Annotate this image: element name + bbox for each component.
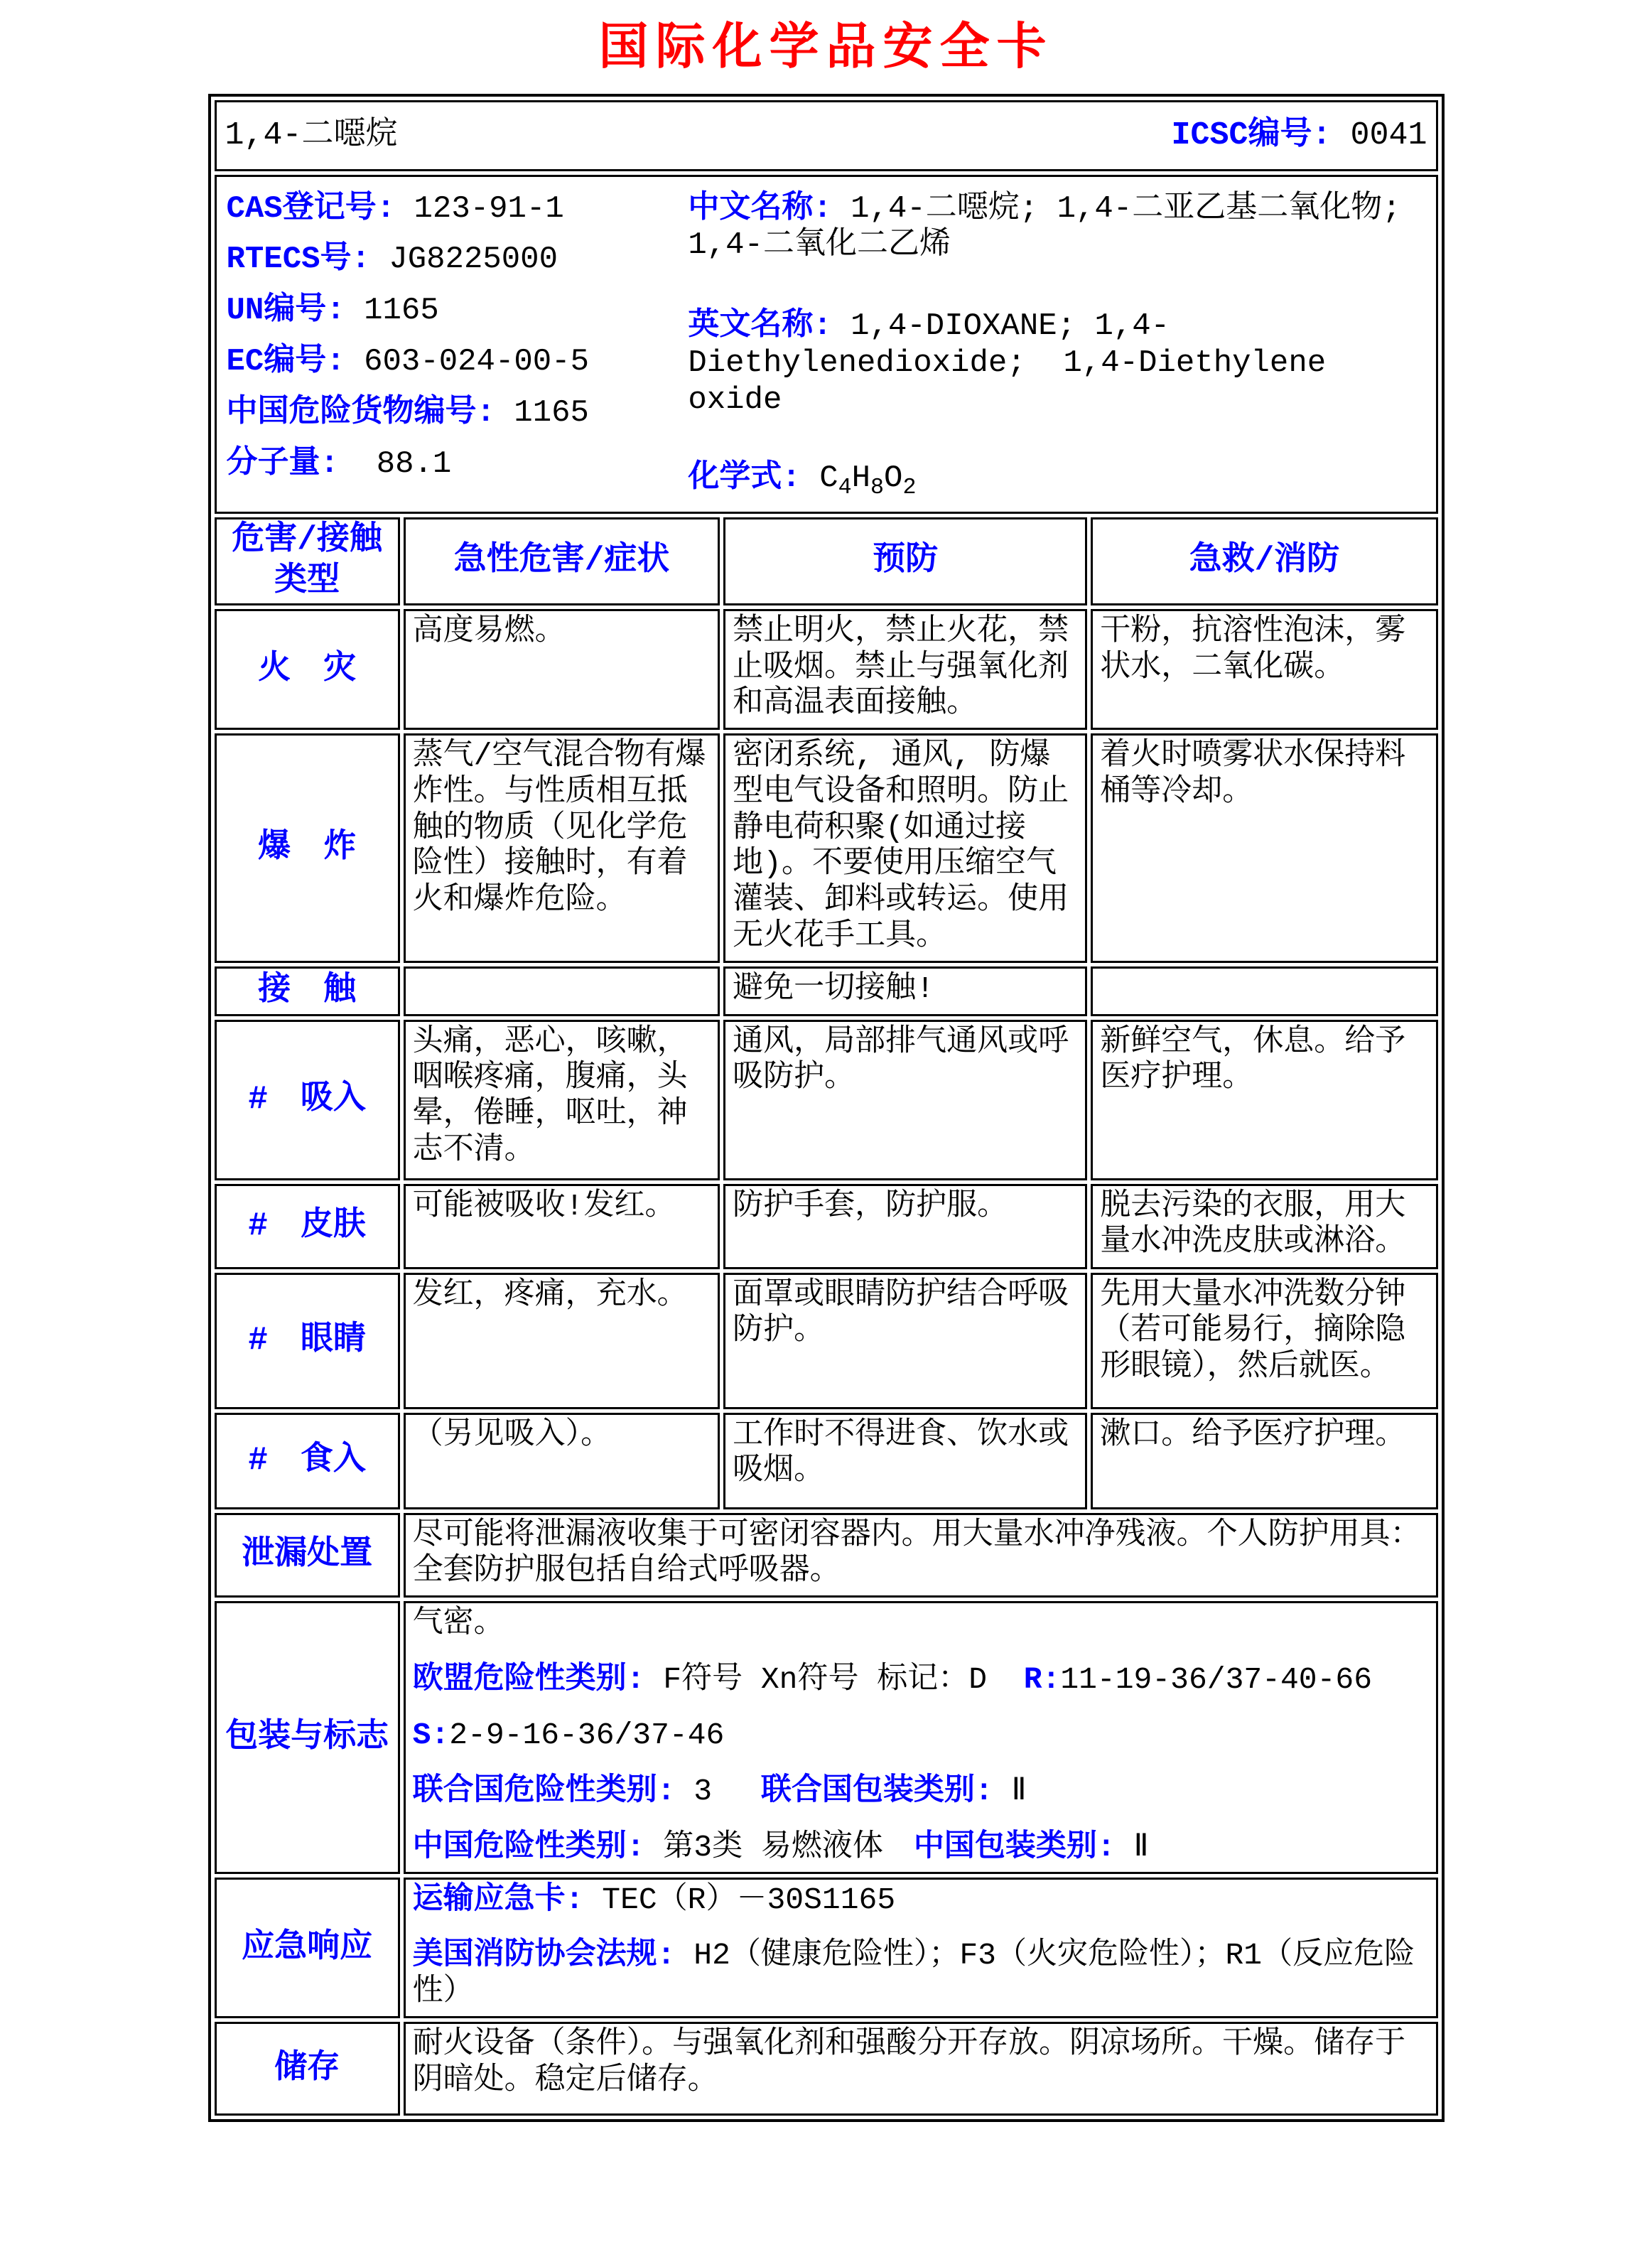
col-header-hazard-type: 危害/接触类型 xyxy=(215,517,400,605)
inhalation-firstaid-cell: 新鲜空气，休息。给予医疗护理。 xyxy=(1091,1020,1437,1180)
inhalation-type-cell: # 吸入 xyxy=(215,1020,400,1180)
emergency-paragraph xyxy=(413,1938,1429,2010)
packaging-field-value: 2-9-16-36/37-46 xyxy=(449,1718,725,1753)
packaging-field-value: 第3类 易燃液体 xyxy=(644,1829,914,1865)
emergency-field-label: 运输应急卡: xyxy=(412,1882,584,1917)
contact-type-cell: 接 触 xyxy=(215,966,400,1016)
formula-row xyxy=(688,461,1425,500)
registry-id-value: JG8225000 xyxy=(369,242,558,278)
card-header-cell xyxy=(215,100,1438,171)
row-ingestion xyxy=(215,1413,1438,1509)
registry-id-value: 88.1 xyxy=(338,446,452,483)
packaging-paragraph xyxy=(413,1606,1429,1642)
registry-id-line xyxy=(227,293,689,330)
packaging-field-value: F符号 Xn符号 标记：D xyxy=(644,1662,1024,1697)
emergency-field-label: 美国消防协会法规: xyxy=(412,1938,676,1973)
inhalation-prevention-cell: 通风，局部排气通风或呼吸防护。 xyxy=(723,1020,1087,1180)
registry-ids xyxy=(227,187,689,497)
english-name-value: 1,4-DIOXANE; 1,4-Diethylenedioxide; 1,4-Diethylene oxide xyxy=(688,308,1345,419)
packaging-field-label: 欧盟危险性类别: xyxy=(412,1662,645,1697)
registry-id-label: 中国危险货物编号: xyxy=(226,395,495,431)
row-packaging xyxy=(215,1601,1438,1874)
registry-id-line xyxy=(227,395,689,432)
card-header-row xyxy=(215,100,1438,171)
packaging-paragraph xyxy=(413,1718,1429,1754)
registry-id-line xyxy=(227,344,689,381)
spillage-field-value: 尽可能将泄漏液收集于可密闭容器内。用大量水冲净残液。个人防护用具：全套防护服包括自给式呼吸器。 xyxy=(412,1517,1421,1589)
icsc-number xyxy=(1171,117,1427,154)
explosion-symptoms-cell: 蒸气/空气混合物有爆炸性。与性质相互抵触的物质（见化学危险性）接触时，有着火和爆炸危险。 xyxy=(404,733,720,962)
inhalation-symptoms-cell: 头痛，恶心，咳嗽，咽喉疼痛，腹痛，头晕，倦睡，呕吐，神志不清。 xyxy=(404,1020,720,1180)
formula-value: $C_4H_8O_2$ xyxy=(819,461,917,500)
registry-id-label: EC编号: xyxy=(226,344,345,380)
packaging-paragraph xyxy=(413,1662,1429,1698)
packaging-content-cell xyxy=(404,1601,1438,1874)
packaging-paragraph xyxy=(413,1774,1429,1810)
ingestion-type-cell: # 食入 xyxy=(215,1413,400,1509)
safety-card xyxy=(208,94,1445,2122)
eyes-type-cell: # 眼睛 xyxy=(215,1273,400,1409)
eyes-firstaid-cell: 先用大量水冲洗数分钟（若可能易行，摘除隐形眼镜），然后就医。 xyxy=(1091,1273,1437,1409)
emergency-field-value: H2（健康危险性）；F3（火灾危险性）；R1（反应危险性） xyxy=(412,1938,1415,2010)
fire-prevention-cell: 禁止明火，禁止火花，禁止吸烟。禁止与强氧化剂和高温表面接触。 xyxy=(723,609,1087,730)
chemical-names xyxy=(688,187,1425,500)
packaging-field-value: 气密。 xyxy=(412,1606,504,1642)
chinese-name-row xyxy=(688,191,1425,265)
row-emergency xyxy=(215,1878,1438,2018)
skin-firstaid-cell: 脱去污染的衣服，用大量水冲洗皮肤或淋浴。 xyxy=(1091,1184,1437,1269)
identifiers-row xyxy=(215,175,1438,514)
emergency-content-cell xyxy=(404,1878,1438,2018)
packaging-paragraph xyxy=(413,1830,1429,1866)
fire-firstaid-cell: 干粉，抗溶性泡沫，雾状水，二氧化碳。 xyxy=(1091,609,1437,730)
ingestion-symptoms-cell: （另见吸入）。 xyxy=(404,1413,720,1509)
eyes-prevention-cell: 面罩或眼睛防护结合呼吸防护。 xyxy=(723,1273,1087,1409)
icsc-value: 0041 xyxy=(1331,117,1427,154)
row-storage xyxy=(215,2022,1438,2116)
registry-id-value: 1165 xyxy=(495,395,589,431)
storage-label-cell: 储存 xyxy=(215,2022,400,2116)
registry-id-line xyxy=(227,191,689,228)
row-explosion xyxy=(215,733,1438,962)
contact-symptoms-cell xyxy=(404,966,720,1016)
col-header-prevention: 预防 xyxy=(723,517,1087,605)
fire-symptoms-cell: 高度易燃。 xyxy=(404,609,720,730)
registry-id-label: UN编号: xyxy=(226,293,345,329)
chemical-name: 1,4-二噁烷 xyxy=(225,117,398,154)
emergency-label-cell: 应急响应 xyxy=(215,1878,400,2018)
packaging-field-label: S: xyxy=(412,1718,450,1753)
explosion-prevention-cell: 密闭系统, 通风, 防爆型电气设备和照明。防止静电荷积聚(如通过接地)。不要使用压缩空气灌装、卸料或转运。使用无火花手工具。 xyxy=(723,733,1087,962)
registry-id-value: 603-024-00-5 xyxy=(345,344,589,380)
skin-symptoms-cell: 可能被吸收!发红。 xyxy=(404,1184,720,1269)
col-header-acute-symptoms: 急性危害/症状 xyxy=(404,517,720,605)
packaging-field-value: Ⅱ xyxy=(993,1774,1027,1809)
packaging-field-value: 3 xyxy=(675,1774,761,1809)
skin-prevention-cell: 防护手套，防护服。 xyxy=(723,1184,1087,1269)
english-name-row xyxy=(688,308,1425,419)
row-skin xyxy=(215,1184,1438,1269)
registry-id-label: RTECS号: xyxy=(226,242,370,278)
row-fire xyxy=(215,609,1438,730)
packaging-field-value: Ⅱ xyxy=(1115,1829,1149,1865)
contact-firstaid-cell xyxy=(1091,966,1437,1016)
storage-field-value: 耐火设备（条件）。与强氧化剂和强酸分开存放。阴凉场所。干燥。储存于阴暗处。稳定后储存。 xyxy=(412,2026,1406,2098)
formula-label: 化学式: xyxy=(688,461,801,497)
page-title: 国际化学品安全卡 xyxy=(598,20,1054,75)
spillage-content-cell xyxy=(404,1513,1438,1598)
packaging-field-value: 11-19-36/37-40-66 xyxy=(1060,1662,1372,1697)
explosion-firstaid-cell: 着火时喷雾状水保持料桶等冷却。 xyxy=(1091,733,1437,962)
registry-id-label: CAS登记号: xyxy=(226,190,396,227)
icsc-label: ICSC编号: xyxy=(1171,117,1332,154)
spillage-label-cell: 泄漏处置 xyxy=(215,1513,400,1598)
explosion-type-cell: 爆 炸 xyxy=(215,733,400,962)
skin-type-cell: # 皮肤 xyxy=(215,1184,400,1269)
packaging-field-label: 中国危险性类别: xyxy=(412,1829,645,1865)
row-spillage xyxy=(215,1513,1438,1598)
fire-type-cell: 火 灾 xyxy=(215,609,400,730)
registry-id-label: 分子量: xyxy=(226,446,339,483)
packaging-field-label: 联合国包装类别: xyxy=(760,1774,993,1809)
row-inhalation xyxy=(215,1020,1438,1180)
ingestion-prevention-cell: 工作时不得进食、饮水或吸烟。 xyxy=(723,1413,1087,1509)
storage-content-cell xyxy=(404,2022,1438,2116)
row-eyes xyxy=(215,1273,1438,1409)
emergency-field-value: TEC（R）－30S1165 xyxy=(583,1882,896,1917)
registry-id-line xyxy=(227,446,689,483)
packaging-field-label: R: xyxy=(1023,1662,1061,1697)
column-header-row xyxy=(215,517,1438,605)
contact-prevention-cell: 避免一切接触! xyxy=(723,966,1087,1016)
spillage-paragraph xyxy=(413,1518,1429,1590)
col-header-firstaid-firefighting: 急救/消防 xyxy=(1091,517,1437,605)
english-name-label: 英文名称: xyxy=(688,308,832,345)
ingestion-firstaid-cell: 漱口。给予医疗护理。 xyxy=(1091,1413,1437,1509)
packaging-field-label: 中国包装类别: xyxy=(913,1829,1116,1865)
eyes-symptoms-cell: 发红，疼痛，充水。 xyxy=(404,1273,720,1409)
registry-id-line xyxy=(227,242,689,279)
packaging-field-label: 联合国危险性类别: xyxy=(412,1774,676,1809)
registry-id-value: 123-91-1 xyxy=(395,190,564,227)
chinese-name-value: 1,4-二噁烷; 1,4-二亚乙基二氧化物; 1,4-二氧化二乙烯 xyxy=(688,190,1420,264)
chinese-name-label: 中文名称: xyxy=(688,190,832,227)
emergency-paragraph xyxy=(413,1883,1429,1919)
packaging-label-cell: 包装与标志 xyxy=(215,1601,400,1874)
registry-id-value: 1165 xyxy=(345,293,439,329)
identifiers-cell xyxy=(215,175,1438,514)
storage-paragraph xyxy=(413,2027,1429,2099)
row-contact xyxy=(215,966,1438,1016)
